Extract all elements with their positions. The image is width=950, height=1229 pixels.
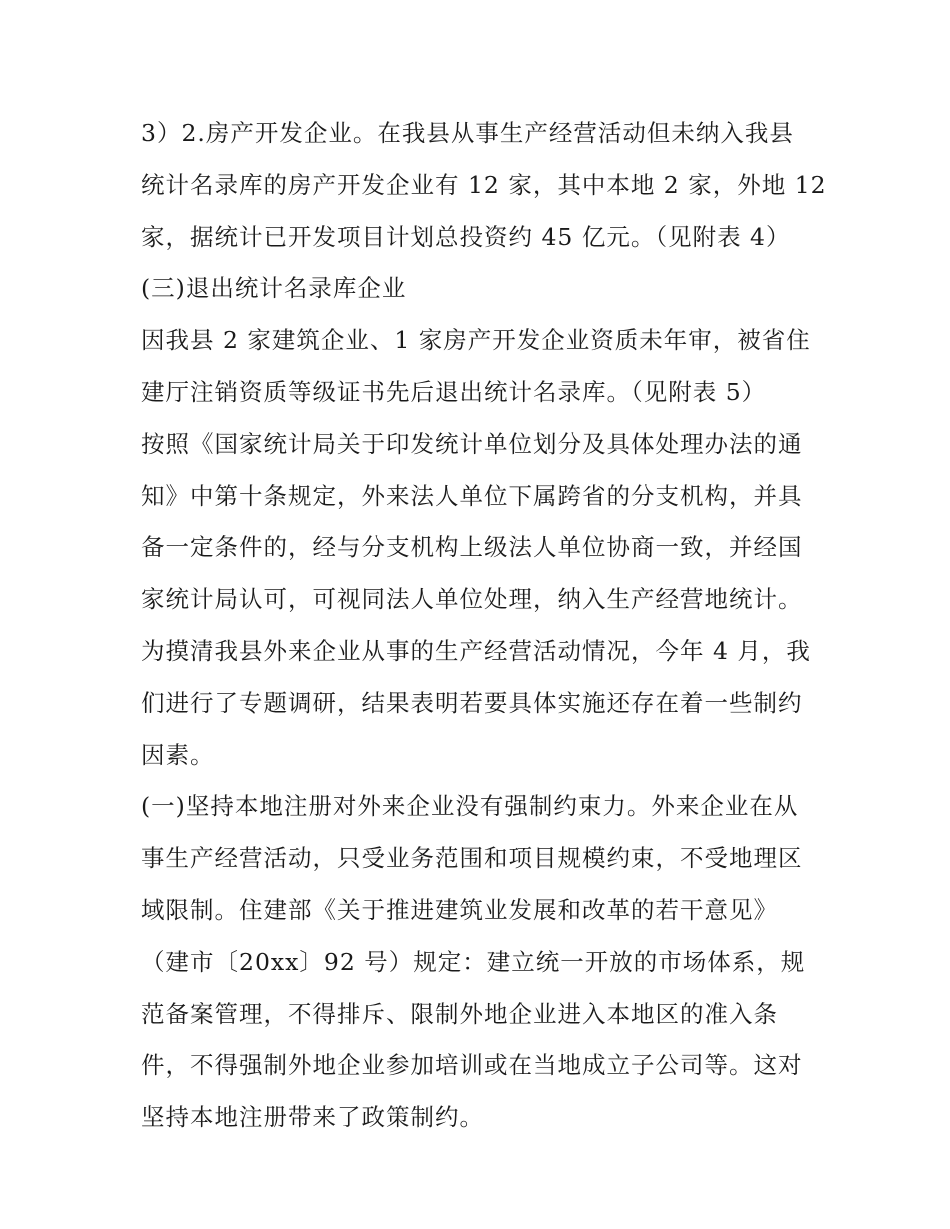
text-line: 为摸清我县外来企业从事的生产经营活动情况，今年 4 月，我 <box>141 636 811 665</box>
text-line: 3）2.房产开发企业。在我县从事生产经营活动但未纳入我县 <box>141 119 794 147</box>
section-heading: (一)坚持本地注册对外来企业没有强制约束力。外来企业在从 <box>141 792 799 821</box>
text-line: 范备案管理，不得排斥、限制外地企业进入本地区的准入条 <box>141 999 778 1028</box>
text-line: 坚持本地注册带来了政策制约。 <box>141 1103 484 1132</box>
text-line: 因素。 <box>141 740 215 769</box>
text-line: 家，据统计已开发项目计划总投资约 45 亿元。（见附表 4） <box>141 222 791 251</box>
text-line: 家统计局认可，可视同法人单位处理，纳入生产经营地统计。 <box>141 585 803 614</box>
text-line: 备一定条件的，经与分支机构上级法人单位协商一致，并经国 <box>141 533 803 562</box>
text-line: 统计名录库的房产开发企业有 12 家，其中本地 2 家，外地 12 <box>141 170 827 199</box>
text-line: （建市〔20xx〕92 号）规定：建立统一开放的市场体系，规 <box>141 947 806 976</box>
text-line: 因我县 2 家建筑企业、1 家房产开发企业资质未年审，被省住 <box>141 326 811 355</box>
document-body <box>141 108 827 1144</box>
text-line: 事生产经营活动，只受业务范围和项目规模约束，不受地理区 <box>141 844 803 873</box>
section-heading: (三)退出统计名录库企业 <box>141 274 407 303</box>
text-line: 建厅注销资质等级证书先后退出统计名录库。（见附表 5） <box>141 377 767 406</box>
text-line: 们进行了专题调研，结果表明若要具体实施还存在着一些制约 <box>141 688 803 717</box>
text-line: 知》中第十条规定，外来法人单位下属跨省的分支机构，并具 <box>141 481 803 510</box>
text-line: 件，不得强制外地企业参加培训或在当地成立子公司等。这对 <box>141 1051 803 1080</box>
text-line: 按照《国家统计局关于印发统计单位划分及具体处理办法的通 <box>141 429 803 458</box>
text-line: 域限制。住建部《关于推进建筑业发展和改革的若干意见》 <box>141 895 778 924</box>
